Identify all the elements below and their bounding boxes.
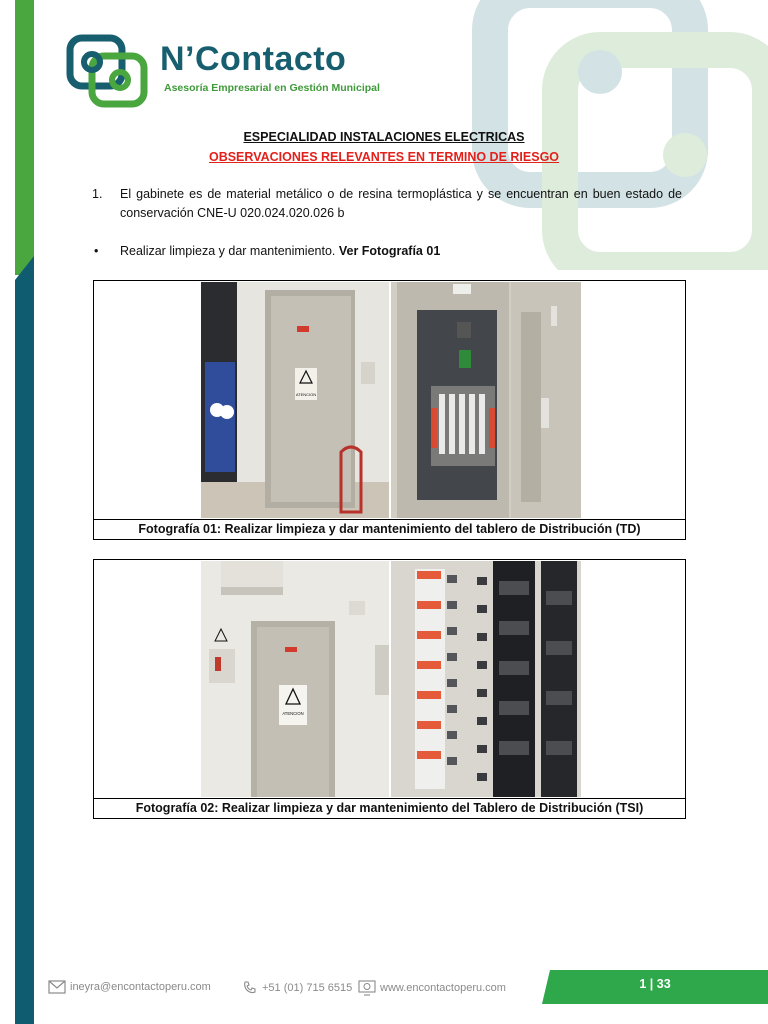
logo-icon [66,34,148,108]
mail-icon [48,980,66,994]
photo-caption-1: Fotografía 01: Realizar limpieza y dar mantenimiento del tablero de Distribución (TD) [138,522,641,536]
photo-reference: Ver Fotografía 01 [338,244,441,258]
page-footer [0,968,768,1008]
bullet-symbol: • [94,244,99,258]
footer-phone-text: +51 (01) 715 6515 [262,982,353,994]
bullet-text: Realizar limpieza y dar mantenimiento. [120,244,339,258]
photo-closed-cabinet-tsi [201,561,389,797]
photo-closed-cabinet-td [201,282,389,518]
brand-tagline: Asesoría Empresarial en Gestión Municipal [164,82,380,94]
specialty-heading: ESPECIALIDAD INSTALACIONES ELECTRICAS [243,130,525,144]
footer-website [358,980,506,996]
warning-sign-text-2: ATENCION [282,711,304,716]
warning-sign-text-1: ATENCION [295,392,317,397]
footer-email-text: ineyra@encontactoperu.com [70,981,211,993]
side-bar-teal [15,280,34,1024]
photo-table-2 [93,559,686,819]
photo-row-2 [94,560,685,799]
side-bar-notch [15,256,34,280]
footer-website-text: www.encontactoperu.com [380,982,506,994]
brand-name: N’Contacto [160,40,347,78]
bullet-line [120,242,440,261]
photo-row-1 [94,281,685,520]
phone-icon [242,980,258,996]
photo-caption-2: Fotografía 02: Realizar limpieza y dar mantenimiento del Tablero de Distribución (TSI) [135,801,644,815]
photo-open-cabinet-td [391,282,581,518]
item-number: 1. [92,187,103,201]
monitor-icon [358,980,376,996]
footer-email [48,980,211,994]
photo-table-1 [93,280,686,540]
page-number: 1 | 33 [639,977,671,991]
footer-phone [242,980,352,996]
item-text: El gabinete es de material metálico o de resina termoplástica y se encuentran en buen estado de conservación CNE-U 020.024.020.026 b [120,187,682,220]
photo-breakers-tsi [391,561,581,797]
observations-heading: OBSERVACIONES RELEVANTES EN TERMINO DE RIESGO [208,150,560,164]
